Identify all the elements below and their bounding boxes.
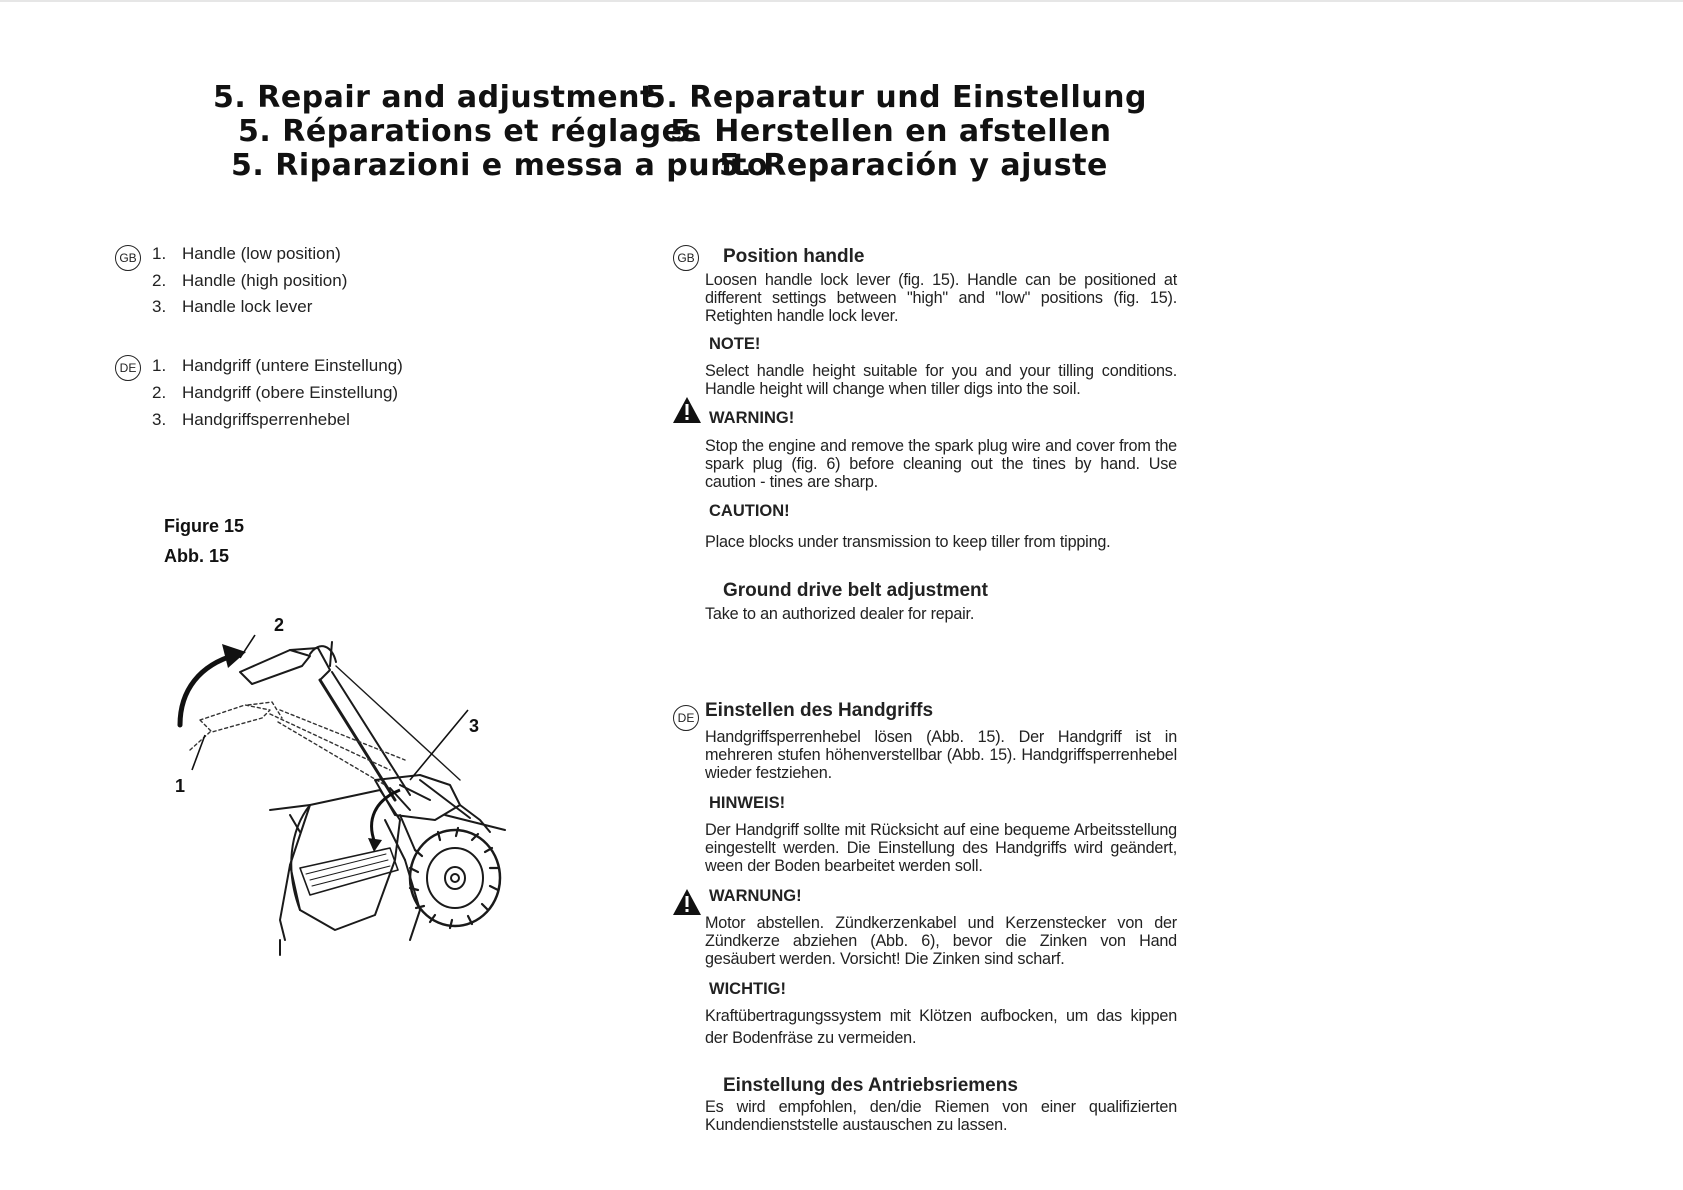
title-en: 5. Repair and adjustment — [213, 80, 655, 115]
de-warning-text: Motor abstellen. Zündkerzenkabel und Kerzenstecker von der Zündkerze abziehen (Abb. 6), bevor die Zinken von Hand gesäubert werden. Vorsicht! Die Zinken sind scharf. — [705, 914, 1177, 968]
de-note-text: Der Handgriff sollte mit Rücksicht auf eine bequeme Arbeitsstellung eingestellt werden. Die Einstellung des Handgriffs wird geändert, ween der Boden bearbeitet werden soll. — [705, 821, 1177, 875]
figure-label-de: Abb. 15 — [164, 546, 230, 566]
de-warning-label: WARNUNG! — [709, 887, 802, 905]
gb-belt-text: Take to an authorized dealer for repair. — [705, 605, 975, 623]
warning-icon — [672, 396, 702, 424]
de-belt-heading: Einstellung des Antriebsriemens — [723, 1075, 1018, 1096]
legend-gb-item: 2. Handle (high position) — [152, 271, 348, 290]
gb-intro: Loosen handle lock lever (fig. 15). Handle can be positioned at different settings between "high" and "low" positions (fig. 15). Retighten handle lock lever. — [705, 271, 1177, 325]
gb-warning-text: Stop the engine and remove the spark plug wire and cover from the spark plug (fig. 6) before cleaning out the tines by hand. Use caution - tines are sharp. — [705, 437, 1177, 491]
title-es: 5. Reparación y ajuste — [719, 148, 1108, 183]
gb-warning-label: WARNING! — [709, 409, 795, 427]
de-note-label: HINWEIS! — [709, 794, 786, 812]
de-belt-text: Es wird empfohlen, den/die Riemen von einer qualifizierten Kundendienststelle austauschen zu lassen. — [705, 1098, 1177, 1134]
de-intro: Handgriffsperrenhebel lösen (Abb. 15). Der Handgriff ist in mehreren stufen höhenverstellbar (Abb. 15). Handgriffsperrenhebel wieder festziehen. — [705, 728, 1177, 782]
title-nl: 5. Herstellen en afstellen — [670, 114, 1112, 149]
gb-belt-heading: Ground drive belt adjustment — [723, 580, 988, 601]
callout-2: 2 — [274, 615, 285, 635]
de-heading: Einstellen des Handgriffs — [705, 700, 934, 721]
gb-note-text: Select handle height suitable for you and your tilling conditions. Handle height will change when tiller digs into the soil. — [705, 362, 1177, 398]
gb-badge: GB — [115, 245, 141, 271]
legend-gb-item: 1. Handle (low position) — [152, 244, 341, 263]
callout-3: 3 — [469, 716, 480, 736]
title-fr: 5. Réparations et réglages — [238, 114, 701, 149]
title-de: 5. Reparatur und Einstellung — [645, 80, 1147, 115]
gb-caution-text: Place blocks under transmission to keep tiller from tipping. — [705, 533, 1111, 551]
gb-heading: Position handle — [723, 246, 865, 267]
de-caution-text: Kraftübertragungssystem mit Klötzen aufbocken, um das kippen der Bodenfräse zu vermeiden. — [705, 1007, 1177, 1047]
de-caution-label: WICHTIG! — [709, 980, 786, 998]
legend-de-item: 1. Handgriff (untere Einstellung) — [152, 356, 403, 375]
tiller-illustration — [160, 610, 540, 960]
legend-de-item: 3. Handgriffsperrenhebel — [152, 410, 350, 429]
callout-1: 1 — [175, 776, 186, 796]
de-badge: DE — [115, 355, 141, 381]
de-badge: DE — [673, 705, 699, 731]
gb-caution-label: CAUTION! — [709, 502, 790, 520]
top-edge-line — [0, 0, 1683, 2]
gb-badge: GB — [673, 245, 699, 271]
legend-gb-item: 3. Handle lock lever — [152, 297, 313, 316]
figure-label-en: Figure 15 — [164, 516, 245, 536]
legend-de-item: 2. Handgriff (obere Einstellung) — [152, 383, 399, 402]
title-it: 5. Riparazioni e messa a punto — [231, 148, 768, 183]
gb-note-label: NOTE! — [709, 335, 761, 353]
warning-icon — [672, 888, 702, 916]
